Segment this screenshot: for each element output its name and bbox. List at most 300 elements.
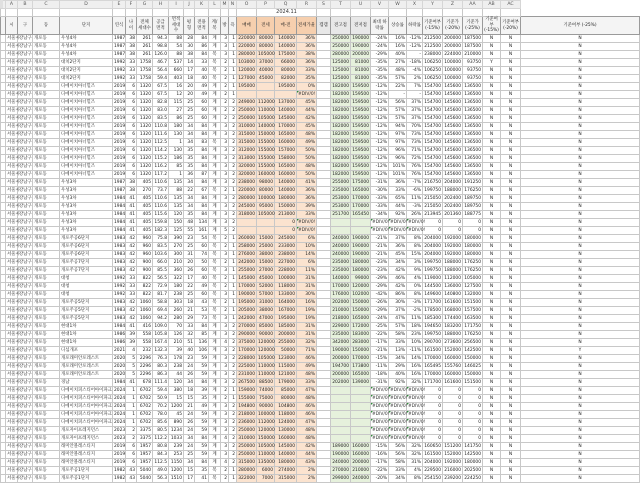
table-cell[interactable]: 25 xyxy=(184,99,195,107)
table-cell[interactable]: 계 xyxy=(209,131,221,139)
table-cell[interactable]: 복 xyxy=(209,59,221,67)
table-cell[interactable]: 3 xyxy=(221,323,229,331)
table-cell[interactable]: 190000 xyxy=(352,244,369,249)
table-cell[interactable]: 1984 xyxy=(114,212,126,217)
table-cell[interactable]: 서울시 xyxy=(7,348,20,353)
column-header[interactable]: AA xyxy=(463,1,483,9)
table-cell[interactable]: 84 xyxy=(195,163,209,171)
table-cell[interactable]: 375000 xyxy=(238,340,255,345)
table-cell[interactable]: 40 xyxy=(195,275,209,283)
table-cell[interactable]: 1 xyxy=(229,51,237,59)
table-cell[interactable]: 강남구 xyxy=(19,404,32,409)
table-cell[interactable]: 개포주공1단지 xyxy=(60,467,113,475)
table-cell[interactable]: 120 xyxy=(169,379,184,387)
table-cell[interactable]: 35 xyxy=(184,211,195,219)
table-cell[interactable]: 0 xyxy=(463,395,483,403)
table-cell[interactable]: 1 xyxy=(169,171,184,179)
table-cell[interactable]: 계 xyxy=(209,99,221,107)
table-cell[interactable]: 우성3차 xyxy=(60,219,113,227)
table-cell[interactable]: 45% xyxy=(297,123,317,131)
table-cell[interactable]: 135 xyxy=(169,203,184,211)
table-cell[interactable]: 32 xyxy=(184,331,195,339)
table-cell[interactable]: N xyxy=(501,267,521,275)
table-cell[interactable]: 계 xyxy=(209,443,221,451)
table-cell[interactable]: 170000 xyxy=(424,372,441,377)
table-cell[interactable]: 822 xyxy=(137,275,153,283)
table-cell[interactable]: 140000 xyxy=(258,124,275,129)
table-cell[interactable]: 계 xyxy=(209,411,221,419)
table-cell[interactable]: 3 xyxy=(221,211,229,219)
table-cell[interactable]: N xyxy=(483,115,501,123)
table-cell[interactable]: 220000 xyxy=(238,36,255,41)
table-cell[interactable]: 215050 xyxy=(424,204,441,209)
table-cell[interactable]: 강남구 xyxy=(19,52,32,57)
table-cell[interactable]: 82000 xyxy=(275,75,297,83)
table-cell[interactable]: #DIV/0! xyxy=(408,220,426,225)
table-cell[interactable]: 80.3 xyxy=(153,363,169,371)
table-cell[interactable]: 우성4차 xyxy=(60,51,113,59)
table-cell[interactable]: 202500 xyxy=(464,468,481,473)
table-cell[interactable]: 36% xyxy=(297,195,317,203)
table-cell[interactable]: 136500 xyxy=(464,132,481,137)
table-cell[interactable]: 160000 xyxy=(275,139,297,147)
table-cell[interactable] xyxy=(351,395,371,403)
table-cell[interactable]: 216000 xyxy=(444,468,461,473)
table-cell[interactable]: 2 xyxy=(229,155,237,163)
table-cell[interactable]: 2% xyxy=(297,467,317,475)
column-header[interactable]: K xyxy=(195,1,209,9)
table-cell[interactable]: 120000 xyxy=(258,340,275,345)
table-cell[interactable]: 1320 xyxy=(137,147,153,155)
table-cell[interactable] xyxy=(317,83,331,91)
table-cell[interactable]: 40 xyxy=(184,347,195,355)
column-header[interactable]: B xyxy=(18,1,33,9)
table-cell[interactable]: 2019 xyxy=(114,116,126,121)
table-cell[interactable]: 84 xyxy=(195,131,209,139)
table-cell[interactable]: 강남구 xyxy=(19,260,32,265)
table-cell[interactable]: 서울시 xyxy=(7,36,20,41)
table-cell[interactable]: 56.4 xyxy=(153,67,169,75)
table-cell[interactable]: 228000 xyxy=(238,356,255,361)
table-cell[interactable]: 55 xyxy=(184,227,195,235)
table-cell[interactable]: 145600 xyxy=(444,116,461,121)
table-cell[interactable]: 189750 xyxy=(464,196,481,201)
table-cell[interactable]: 159500 xyxy=(352,132,369,137)
table-cell[interactable]: 디에이치아너힐즈 xyxy=(60,155,113,163)
table-cell[interactable]: 9% xyxy=(407,267,423,275)
table-cell[interactable]: 개포자이프레지던스 xyxy=(60,427,113,435)
table-cell[interactable]: 84 xyxy=(195,211,209,219)
table-cell[interactable]: 150000 xyxy=(352,300,369,305)
table-cell[interactable]: 디에이치아너힐즈 xyxy=(60,139,113,147)
column-header-label[interactable]: 기준여부 (-25%) xyxy=(521,17,640,35)
table-cell[interactable]: -15% xyxy=(371,443,389,451)
table-cell[interactable]: 4% xyxy=(407,467,423,475)
table-cell[interactable]: 85 xyxy=(169,163,184,171)
table-cell[interactable]: 115.2 xyxy=(154,156,167,161)
table-cell[interactable]: 11% xyxy=(407,195,423,203)
table-cell[interactable]: 1 xyxy=(229,259,237,267)
table-cell[interactable]: 154700 xyxy=(424,84,441,89)
table-cell[interactable]: 1 xyxy=(229,475,237,483)
table-cell[interactable]: N xyxy=(483,67,501,75)
table-cell[interactable]: 33 xyxy=(126,283,137,291)
table-cell[interactable]: 3 xyxy=(221,315,229,323)
table-cell[interactable]: N xyxy=(521,443,640,451)
table-cell[interactable]: N xyxy=(521,123,640,131)
table-cell[interactable]: 822 xyxy=(137,291,153,299)
table-cell[interactable] xyxy=(351,419,371,427)
table-cell[interactable]: 1992 xyxy=(114,284,126,289)
table-cell[interactable]: 199750 xyxy=(424,268,441,273)
table-cell[interactable]: 2024 xyxy=(114,388,126,393)
table-cell[interactable]: 23 xyxy=(184,355,195,363)
table-cell[interactable]: N xyxy=(501,115,521,123)
table-cell[interactable]: 강남구 xyxy=(19,244,32,249)
table-cell[interactable]: 1992 xyxy=(114,76,126,81)
table-cell[interactable]: 디섬개포 xyxy=(60,347,113,355)
table-cell[interactable]: 150000 xyxy=(464,356,481,361)
table-cell[interactable]: 56.3 xyxy=(153,475,169,483)
table-cell[interactable]: 245000 xyxy=(238,204,255,209)
table-cell[interactable]: 2% xyxy=(407,75,423,83)
table-cell[interactable]: 2 xyxy=(229,219,237,227)
table-cell[interactable]: 2 xyxy=(221,307,229,315)
table-cell[interactable]: 35 xyxy=(184,147,195,155)
table-cell[interactable]: 154700 xyxy=(424,156,441,161)
table-cell[interactable]: N xyxy=(483,427,501,435)
table-cell[interactable]: -30% xyxy=(371,187,389,195)
table-cell[interactable]: 서울시 xyxy=(7,116,20,121)
table-cell[interactable]: 서울시 xyxy=(7,300,20,305)
column-header-label[interactable]: 계/복 xyxy=(209,17,221,35)
table-cell[interactable]: 126.0 xyxy=(154,52,167,57)
table-cell[interactable]: 38 xyxy=(126,43,137,51)
table-cell[interactable]: 계 xyxy=(209,339,221,347)
table-cell[interactable] xyxy=(317,123,331,131)
table-cell[interactable] xyxy=(317,371,331,379)
table-cell[interactable]: 6% xyxy=(297,235,317,243)
table-cell[interactable]: 59 xyxy=(195,371,209,379)
table-cell[interactable]: 1957 xyxy=(137,459,153,467)
table-cell[interactable]: N xyxy=(521,467,640,475)
table-cell[interactable]: 238 xyxy=(169,291,184,299)
table-cell[interactable]: 37000 xyxy=(257,59,275,67)
table-cell[interactable]: 0% xyxy=(297,83,317,91)
table-cell[interactable]: 78.0 xyxy=(153,411,169,419)
table-cell[interactable]: 36% xyxy=(297,59,317,67)
table-cell[interactable]: N xyxy=(501,451,521,459)
table-cell[interactable]: 58% xyxy=(389,331,407,339)
table-cell[interactable]: N xyxy=(483,163,501,171)
table-cell[interactable]: 2 xyxy=(221,75,229,83)
table-cell[interactable]: 5 xyxy=(126,363,137,371)
table-cell[interactable]: 대청 xyxy=(60,291,113,299)
table-cell[interactable]: 37% xyxy=(407,107,423,115)
table-cell[interactable]: 136500 xyxy=(464,124,481,129)
table-cell[interactable]: 강남구 xyxy=(19,68,32,73)
table-cell[interactable]: 140000 xyxy=(275,107,297,115)
table-cell[interactable]: 17 xyxy=(184,275,195,283)
column-header[interactable]: A xyxy=(6,1,18,9)
column-header[interactable]: D xyxy=(60,1,113,9)
table-cell[interactable]: N xyxy=(501,203,521,211)
table-cell[interactable]: 110000 xyxy=(258,372,275,377)
table-cell[interactable]: 34 xyxy=(184,179,195,187)
table-cell[interactable]: 31% xyxy=(407,459,423,467)
table-cell[interactable]: 154700 xyxy=(424,164,441,169)
table-cell[interactable]: N xyxy=(501,171,521,179)
table-cell[interactable]: 5040 xyxy=(137,467,153,475)
table-cell[interactable]: 212500 xyxy=(424,36,441,41)
cell[interactable] xyxy=(229,9,237,17)
table-cell[interactable]: 1984 xyxy=(114,196,126,201)
table-cell[interactable]: 개포동 xyxy=(33,307,60,315)
table-cell[interactable]: N xyxy=(483,75,501,83)
table-cell[interactable]: 2019 xyxy=(114,132,126,137)
table-cell[interactable]: #DIV/0! xyxy=(390,388,408,393)
table-cell[interactable]: 6702 xyxy=(137,411,153,419)
table-cell[interactable]: 33% xyxy=(297,379,317,387)
table-cell[interactable]: 개포동 xyxy=(33,99,60,107)
table-cell[interactable]: N xyxy=(501,435,521,443)
table-cell[interactable] xyxy=(317,323,331,331)
table-cell[interactable]: 1983 xyxy=(114,244,126,249)
table-cell[interactable]: 계 xyxy=(209,163,221,171)
table-cell[interactable]: 20 xyxy=(184,83,195,91)
table-cell[interactable]: 15 xyxy=(184,395,195,403)
table-cell[interactable] xyxy=(317,315,331,323)
table-cell[interactable]: 개포동 xyxy=(33,411,60,419)
table-cell[interactable]: 51 xyxy=(184,339,195,347)
table-cell[interactable]: 240000 xyxy=(332,252,349,257)
table-cell[interactable]: 46.7 xyxy=(153,59,169,67)
table-cell[interactable]: 강남구 xyxy=(19,340,32,345)
table-cell[interactable]: 182000 xyxy=(332,92,349,97)
table-cell[interactable]: 159500 xyxy=(352,172,369,177)
table-cell[interactable]: 서울시 xyxy=(7,140,20,145)
table-cell[interactable]: 11% xyxy=(407,315,423,323)
table-cell[interactable]: #DIV/0! xyxy=(372,420,390,425)
table-cell[interactable]: 35 xyxy=(195,395,209,403)
table-cell[interactable]: 계 xyxy=(209,403,221,411)
table-cell[interactable]: 159500 xyxy=(352,164,369,169)
table-cell[interactable]: 1 xyxy=(229,91,237,99)
table-cell[interactable]: 320000 xyxy=(238,172,255,177)
table-cell[interactable]: 0 xyxy=(443,219,463,227)
table-cell[interactable]: -21% xyxy=(371,235,389,243)
table-cell[interactable]: 0 xyxy=(443,435,463,443)
table-cell[interactable]: 124000 xyxy=(275,419,297,427)
table-cell[interactable]: 240000 xyxy=(332,244,349,249)
table-cell[interactable]: 224250 xyxy=(464,476,481,481)
table-cell[interactable]: N xyxy=(521,51,640,59)
table-cell[interactable]: 161600 xyxy=(444,380,461,385)
table-cell[interactable]: 37% xyxy=(407,115,423,123)
table-cell[interactable]: 계 xyxy=(209,155,221,163)
table-cell[interactable]: 0% xyxy=(407,283,423,291)
table-cell[interactable]: N xyxy=(483,275,501,283)
table-cell[interactable]: 130 xyxy=(169,131,184,139)
table-cell[interactable]: 1 xyxy=(229,307,237,315)
table-cell[interactable]: 2 xyxy=(126,427,137,435)
table-cell[interactable]: 537 xyxy=(169,59,184,67)
column-header-label[interactable]: 면적 세대수 xyxy=(169,17,184,35)
table-cell[interactable]: 35 xyxy=(184,163,195,171)
table-cell[interactable]: 190000 xyxy=(332,348,349,353)
table-cell[interactable]: 235000 xyxy=(332,188,349,193)
table-cell[interactable]: 182.3 xyxy=(154,228,167,233)
table-cell[interactable]: 개포동 xyxy=(33,387,60,395)
table-cell[interactable]: 93750 xyxy=(463,67,483,75)
table-cell[interactable]: 6 xyxy=(126,155,137,163)
table-cell[interactable]: 46% xyxy=(297,403,317,411)
table-cell[interactable]: 34 xyxy=(184,123,195,131)
table-cell[interactable]: 0 xyxy=(463,411,483,419)
table-cell[interactable]: 1992 xyxy=(114,276,126,281)
table-cell[interactable]: 3 xyxy=(221,403,229,411)
table-cell[interactable]: 84 xyxy=(195,323,209,331)
table-cell[interactable]: 42 xyxy=(126,251,137,259)
table-cell[interactable]: 강남구 xyxy=(19,292,32,297)
table-cell[interactable]: 0 xyxy=(423,403,443,411)
table-cell[interactable]: N xyxy=(501,331,521,339)
table-cell[interactable] xyxy=(317,179,331,187)
table-cell[interactable]: N xyxy=(501,227,521,235)
table-cell[interactable] xyxy=(317,451,331,459)
table-cell[interactable]: 50000 xyxy=(275,347,297,355)
table-cell[interactable]: 303 xyxy=(169,299,184,307)
table-cell[interactable]: 22 xyxy=(184,187,195,195)
table-cell[interactable]: 서울시 xyxy=(7,68,20,73)
table-cell[interactable]: 개포주공6단지 xyxy=(60,243,113,251)
table-cell[interactable]: 2 xyxy=(229,347,237,355)
table-cell[interactable] xyxy=(317,331,331,339)
table-cell[interactable]: 195000 xyxy=(238,300,255,305)
table-cell[interactable]: -17% xyxy=(371,339,389,347)
table-cell[interactable]: 개포동 xyxy=(33,331,60,339)
table-cell[interactable]: 250000 xyxy=(238,116,255,121)
table-cell[interactable]: 32% xyxy=(407,379,423,387)
table-cell[interactable]: 84 xyxy=(195,147,209,155)
table-cell[interactable]: 115 xyxy=(169,99,184,107)
table-cell[interactable]: 218000 xyxy=(332,316,349,321)
table-cell[interactable]: 서울시 xyxy=(7,172,20,177)
table-cell[interactable]: 서울시 xyxy=(7,52,20,57)
table-cell[interactable]: 서울시 xyxy=(7,164,20,169)
table-cell[interactable]: 170000 xyxy=(332,284,349,289)
table-cell[interactable]: 88 xyxy=(169,187,184,195)
table-cell[interactable]: 강남구 xyxy=(19,388,32,393)
table-cell[interactable]: -24% xyxy=(371,315,389,323)
table-cell[interactable] xyxy=(317,339,331,347)
table-cell[interactable]: 3 xyxy=(221,355,229,363)
column-header[interactable]: O xyxy=(237,1,257,9)
table-cell[interactable]: 2296 xyxy=(137,363,153,371)
table-cell[interactable]: #DIV/0! xyxy=(372,436,390,441)
table-cell[interactable]: 33 xyxy=(126,275,137,283)
table-cell[interactable]: 41 xyxy=(126,211,137,219)
table-cell[interactable]: 0 xyxy=(423,411,443,419)
table-cell[interactable]: 2 xyxy=(221,83,229,91)
table-cell[interactable]: 283000 xyxy=(352,340,369,345)
table-cell[interactable]: 33% xyxy=(389,467,407,475)
table-cell[interactable]: 182000 xyxy=(332,156,349,161)
table-cell[interactable]: N xyxy=(521,283,640,291)
table-cell[interactable] xyxy=(331,227,351,235)
table-cell[interactable]: 71% xyxy=(297,347,317,355)
table-cell[interactable]: -23% xyxy=(371,259,389,267)
table-cell[interactable]: 우성3차 xyxy=(60,227,113,235)
table-cell[interactable]: 1 xyxy=(229,75,237,83)
table-cell[interactable]: 강남구 xyxy=(19,44,32,49)
table-cell[interactable]: 1983 xyxy=(114,308,126,313)
table-cell[interactable]: 98.8 xyxy=(153,43,169,51)
table-cell[interactable]: 182000 xyxy=(332,132,349,137)
table-cell[interactable]: 405 xyxy=(137,203,153,211)
column-header-label[interactable]: 최대 하락률 xyxy=(371,17,389,35)
table-cell[interactable]: N xyxy=(483,435,501,443)
table-cell[interactable]: 33% xyxy=(297,211,317,219)
table-cell[interactable]: 84 xyxy=(195,379,209,387)
table-cell[interactable]: 183200 xyxy=(444,324,461,329)
table-cell[interactable]: N xyxy=(521,459,640,467)
table-cell[interactable]: N xyxy=(501,307,521,315)
table-cell[interactable]: 261 xyxy=(137,51,153,59)
table-cell[interactable]: 250000 xyxy=(238,444,255,449)
table-cell[interactable]: 199750 xyxy=(424,332,441,337)
table-cell[interactable]: 계 xyxy=(209,211,221,219)
table-cell[interactable]: 84.3 xyxy=(153,451,169,459)
table-cell[interactable]: N xyxy=(483,267,501,275)
table-cell[interactable]: 개포동 xyxy=(33,195,60,203)
table-cell[interactable]: -25% xyxy=(371,323,389,331)
table-cell[interactable]: 27% xyxy=(389,59,407,67)
table-cell[interactable]: 2 xyxy=(229,211,237,219)
table-cell[interactable]: 31 xyxy=(184,251,195,259)
table-cell[interactable]: 48% xyxy=(297,371,317,379)
table-cell[interactable]: 136500 xyxy=(464,108,481,113)
table-cell[interactable]: 200000 xyxy=(352,460,369,465)
column-header[interactable]: W xyxy=(389,1,407,9)
table-cell[interactable]: 강남구 xyxy=(19,100,32,105)
table-cell[interactable]: 154700 xyxy=(424,172,441,177)
table-cell[interactable]: 서울시 xyxy=(7,60,20,65)
table-cell[interactable]: 2 xyxy=(221,187,229,195)
table-cell[interactable]: 강남구 xyxy=(19,92,32,97)
column-header-label[interactable]: 전체 세대수 xyxy=(137,17,153,35)
table-cell[interactable]: 26 xyxy=(184,267,195,275)
cell[interactable] xyxy=(483,9,501,17)
table-cell[interactable]: 우성3차 xyxy=(60,179,113,187)
table-cell[interactable]: N xyxy=(483,419,501,427)
table-cell[interactable]: 678 xyxy=(137,379,153,387)
table-cell[interactable]: 개포래미안포레스트 xyxy=(60,371,113,379)
table-cell[interactable]: 67 xyxy=(195,187,209,195)
table-cell[interactable]: 19% xyxy=(297,315,317,323)
table-cell[interactable]: 2 xyxy=(221,235,229,243)
table-cell[interactable]: 16% xyxy=(407,363,423,371)
table-cell[interactable]: N xyxy=(521,211,640,219)
table-cell[interactable]: #DIV/0! xyxy=(408,388,426,393)
table-cell[interactable]: 개포동 xyxy=(33,347,60,355)
table-cell[interactable]: 37% xyxy=(389,235,407,243)
table-cell[interactable]: 155000 xyxy=(258,156,275,161)
table-cell[interactable]: 118000 xyxy=(275,283,297,291)
table-cell[interactable]: 280000 xyxy=(332,52,349,57)
table-cell[interactable]: 우성3차 xyxy=(60,195,113,203)
table-cell[interactable]: 2 xyxy=(229,107,237,115)
